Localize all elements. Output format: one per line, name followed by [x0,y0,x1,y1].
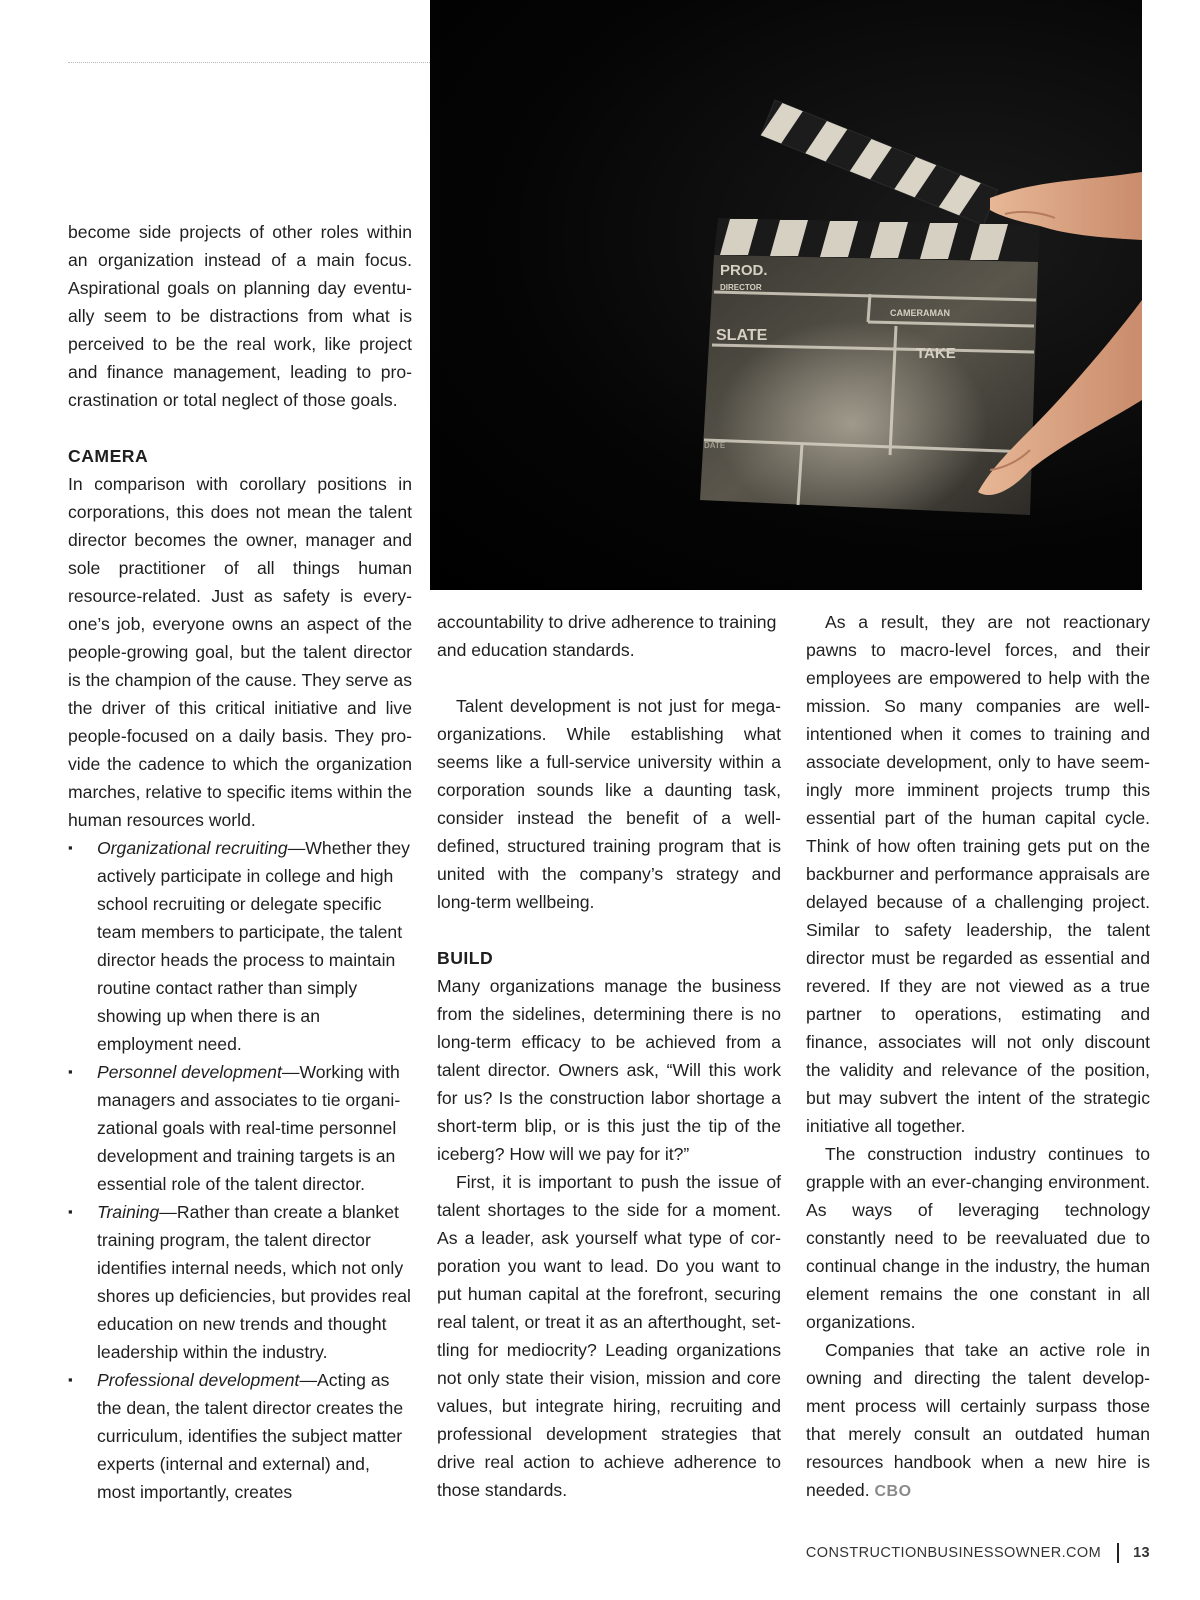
list-item-text: —Whether they actively participate in college and high school recruiting or delegate specific team members to participate, the talent director heads the process to maintain routine contact rather than simply showing up when there is an employment need. [97,838,410,1054]
list-item [68,1198,412,1366]
col3-paragraph-2: The construction industry continues to grapple with an ever-changing environment. As ways of leveraging technology constantly need to be reevaluated due to continual change in the industry, the human element remains the one constant in all organizations. [806,1144,1150,1332]
column-1 [68,218,412,1506]
list-item-term: Organizational recruiting [97,838,288,858]
clapper-top-bar [714,218,1040,262]
col2-paragraph-1: Talent development is not just for mega-organizations. While establishing what seems like a full-service university within a corporation sounds like a daunting task, consider instead the benefit of a well-defined, structured training program that is united with the company’s strategy and long-term wellbeing. [437,696,781,912]
list-item-term: Personnel development [97,1062,282,1082]
list-item [68,1058,412,1198]
col1-camera-body: In comparison with corollary positions in corporations, this does not mean the talent director becomes the owner, manager and sole practitioner of all things human resource-related. Just as safety is everyone’s job, everyone owns an aspect of the people-growing goal, but the talent director is the champion of the cause. They serve as the driver of this critical initiative and live people-focused on a daily basis. They provide the cadence to which the organization marches, relative to specific items within the human resources world. [68,474,412,830]
column-2 [437,608,781,1504]
slate-label-date: DATE [704,441,726,450]
col3-paragraph-3-text: Companies that take an active role in owning and directing the talent development process will certainly surpass those that merely consult an outdated human resources handbook when a new hire is needed. [806,1340,1150,1500]
list-item-text: —Working with managers and associates to tie organizational goals with real-time personnel development and training targets is an essential role of the talent director. [97,1062,401,1194]
clapperboard-illustration [430,0,1142,590]
footer-site: CONSTRUCTIONBUSINESSOWNER.COM [805,1545,1102,1561]
page-number: 13 [1133,1545,1150,1561]
slate-label-director: DIRECTOR [720,283,762,292]
slate-label-prod: PROD. [720,262,768,279]
col3-paragraph-1: As a result, they are not reactionary pawns to macro-level forces, and their employees are empowered to help with the mission. So many companies are well-intentioned when it comes to training and associate development, only to have seemingly more imminent projects trump this essential part of the human capital cycle. Think of how often training gets put on the backburner and performance appraisals are delayed because of a challenging project. Similar to safety leadership, the talent director must be regarded as essential and revered. If they are not viewed as a true partner to operations, estimating and finance, associates will not only discount the validity and relevance of the position, but may subvert the intent of the strategic initiative all together. [806,612,1150,1136]
list-item [68,1366,412,1506]
col1-intro: become side projects of other roles within an organization instead of a main focus. Aspirational goals on planning day eventually seem to be distractions from what is perceived to be the real work, like project and finance management, leading to procrastination or total neglect of those goals. [68,222,412,410]
header-rule [68,62,430,63]
page-footer [700,1543,1150,1563]
list-item-text: —Rather than create a blanket training program, the talent director identifies internal needs, which not only shores up deficiencies, but provides real education on new trends and thought leadership within the industry. [97,1202,411,1362]
column-3 [806,608,1150,1506]
list-item-text: —Acting as the dean, the talent director creates the curriculum, identifies the subject matter experts (internal and external) and, most importantly, creates [97,1370,404,1502]
slate-board [700,255,1038,515]
col2-continuation: accountability to drive adherence to training and education standards. [437,612,777,660]
list-item-term: Training [97,1202,160,1222]
slate-label-cameraman: CAMERAMAN [890,308,950,318]
slate-label-take: TAKE [916,345,956,362]
col3-paragraph-3 [806,1336,1150,1506]
section-heading-camera: CAMERA [68,446,149,466]
list-item [68,834,412,1058]
col2-build-body: Many organizations manage the business from the sidelines, determining there is no long-term efficacy to be achieved from a talent director. Owners ask, “Will this work for us? Is the construction labor shortage a short-term blip, or is this just the tip of the iceberg? How will we pay for it?” [437,976,781,1164]
clapper-arm [761,100,998,225]
list-item-term: Professional development [97,1370,300,1390]
footer-divider [1117,1543,1119,1563]
end-mark: CBO [874,1483,912,1500]
slate-label-slate: SLATE [716,327,768,344]
talent-director-roles-list [68,834,412,1506]
clapperboard-photo [430,0,1142,590]
col2-paragraph-2: First, it is important to push the issue of talent shortages to the side for a moment. As a leader, ask yourself what type of corporation you want to lead. Do you want to put human capital at the forefront, securing real talent, or treat it as an afterthought, settling for mediocrity? Leading organizations not only state their vision, mission and core values, but integrate hiring, recruiting and professional development strategies that drive real action to achieve adherence to those standards. [437,1172,781,1500]
section-heading-build: BUILD [437,948,494,968]
